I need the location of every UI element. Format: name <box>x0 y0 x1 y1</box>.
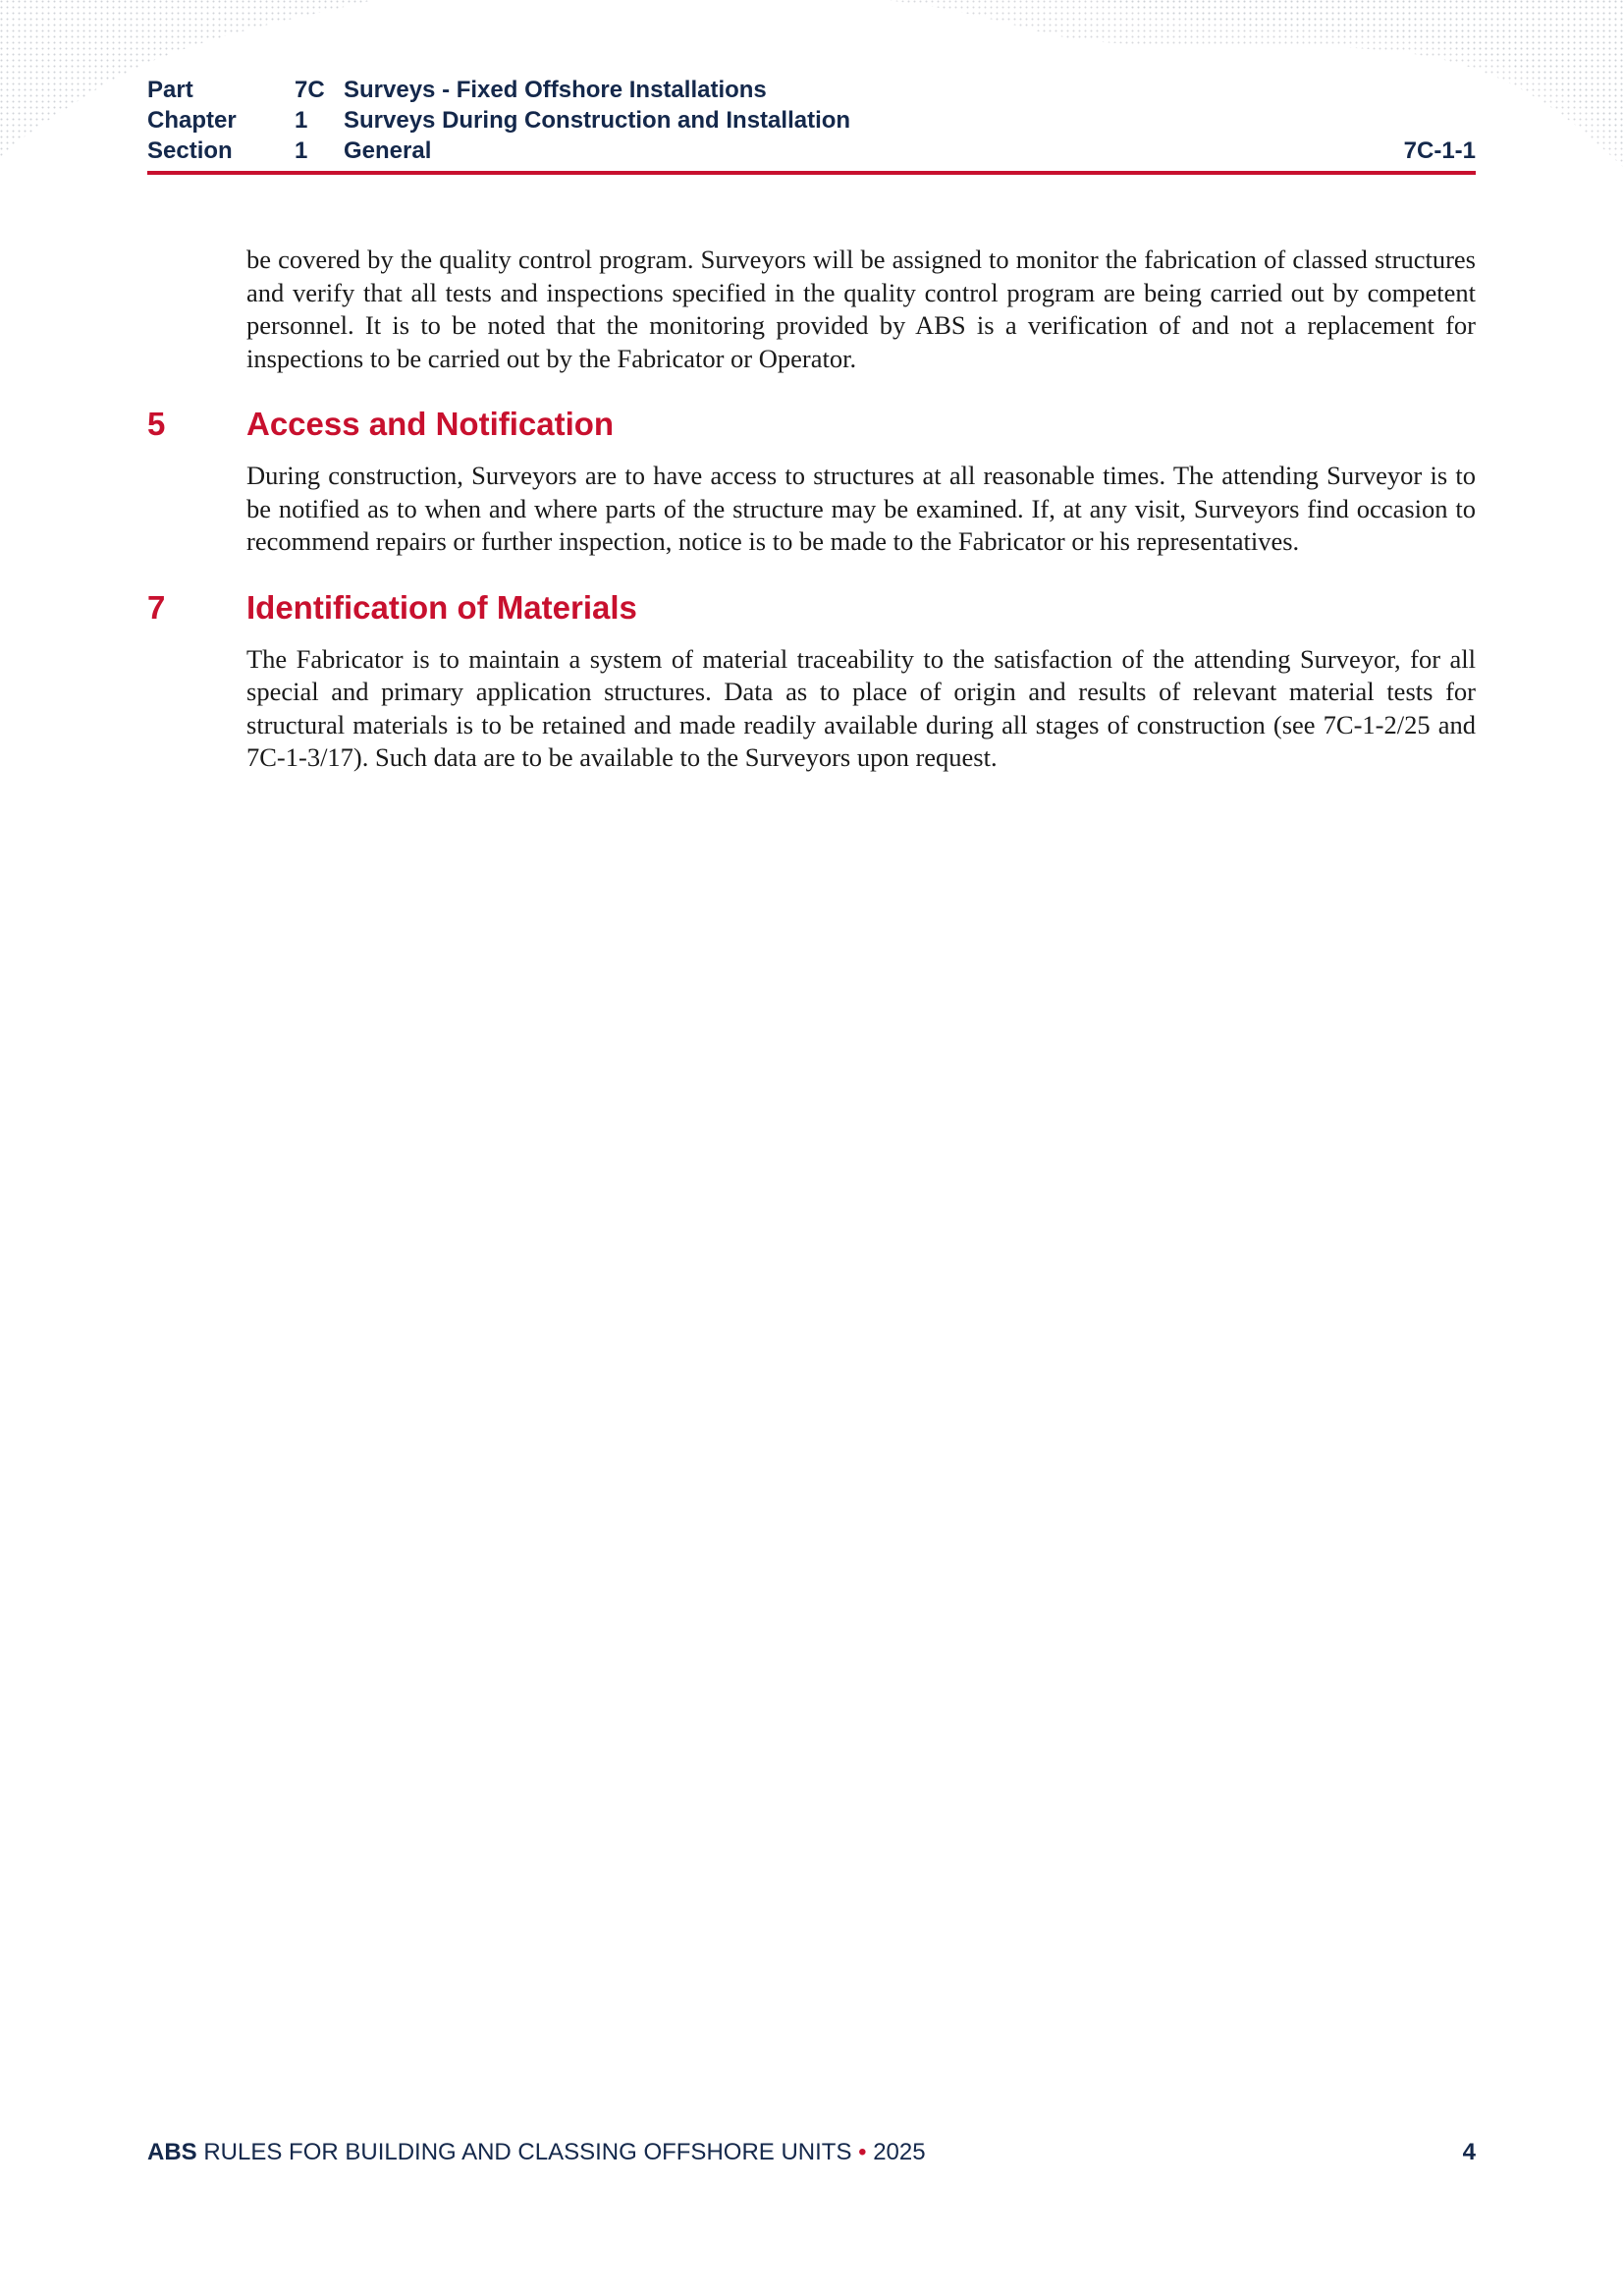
footer-title: RULES FOR BUILDING AND CLASSING OFFSHORE UNITS <box>203 2139 852 2165</box>
section-paragraph-identification: The Fabricator is to maintain a system of material traceability to the satisfaction of the attending Surveyor, for all special and primary application structures. Data as to place of origin and results of relevant material tests for structural materials is to be retained and made readily available during all stages of construction (see 7C-1-2/25 and 7C-1-3/17). Such data are to be available to the Surveyors upon request. <box>246 643 1476 772</box>
running-footer <box>147 2139 1476 2166</box>
footer-bullet: • <box>858 2139 867 2165</box>
header-part-title: Surveys - Fixed Offshore Installations <box>344 77 767 103</box>
header-section-number: 1 <box>295 137 308 164</box>
header-section-label: Section <box>147 137 233 164</box>
section-title: Access and Notification <box>246 406 615 442</box>
header-section-reference: 7C-1-1 <box>1403 137 1476 164</box>
page-number: 4 <box>1462 2139 1476 2165</box>
header-chapter-number: 1 <box>295 107 308 134</box>
footer-year: 2025 <box>873 2139 926 2165</box>
header-row-chapter <box>147 105 1476 136</box>
header-part-number: 7C <box>295 77 325 103</box>
header-divider <box>147 171 1476 175</box>
running-header <box>147 75 1476 166</box>
footer-brand: ABS <box>147 2139 197 2165</box>
section-number: 7 <box>147 588 166 626</box>
section-heading-access <box>147 405 1476 444</box>
header-chapter-title: Surveys During Construction and Installation <box>344 107 851 134</box>
header-row-section <box>147 136 1476 166</box>
header-part-label: Part <box>147 77 193 103</box>
section-heading-identification <box>147 588 1476 628</box>
section-number: 5 <box>147 406 166 442</box>
header-section-title: General <box>344 137 432 164</box>
header-chapter-label: Chapter <box>147 107 237 134</box>
section-paragraph-access: During construction, Surveyors are to have access to structures at all reasonable times. The attending Surveyor is to be notified as to when and where parts of the structure may be examined. If, at any visit, Surveyors find occasion to recommend repairs or further inspection, notice is to be made to the Fabricator or his representatives. <box>246 461 1476 556</box>
intro-paragraph: be covered by the quality control program. Surveyors will be assigned to monitor the fabrication of classed structures and verify that all tests and inspections specified in the quality control program are being carried out by competent personnel. It is to be noted that the monitoring provided by ABS is a verification of and not a replacement for inspections to be carried out by the Fabricator or Operator. <box>246 245 1476 373</box>
header-row-part <box>147 75 1476 105</box>
page-content <box>147 244 1476 775</box>
footer-publication <box>147 2139 926 2166</box>
section-title: Identification of Materials <box>246 588 637 626</box>
